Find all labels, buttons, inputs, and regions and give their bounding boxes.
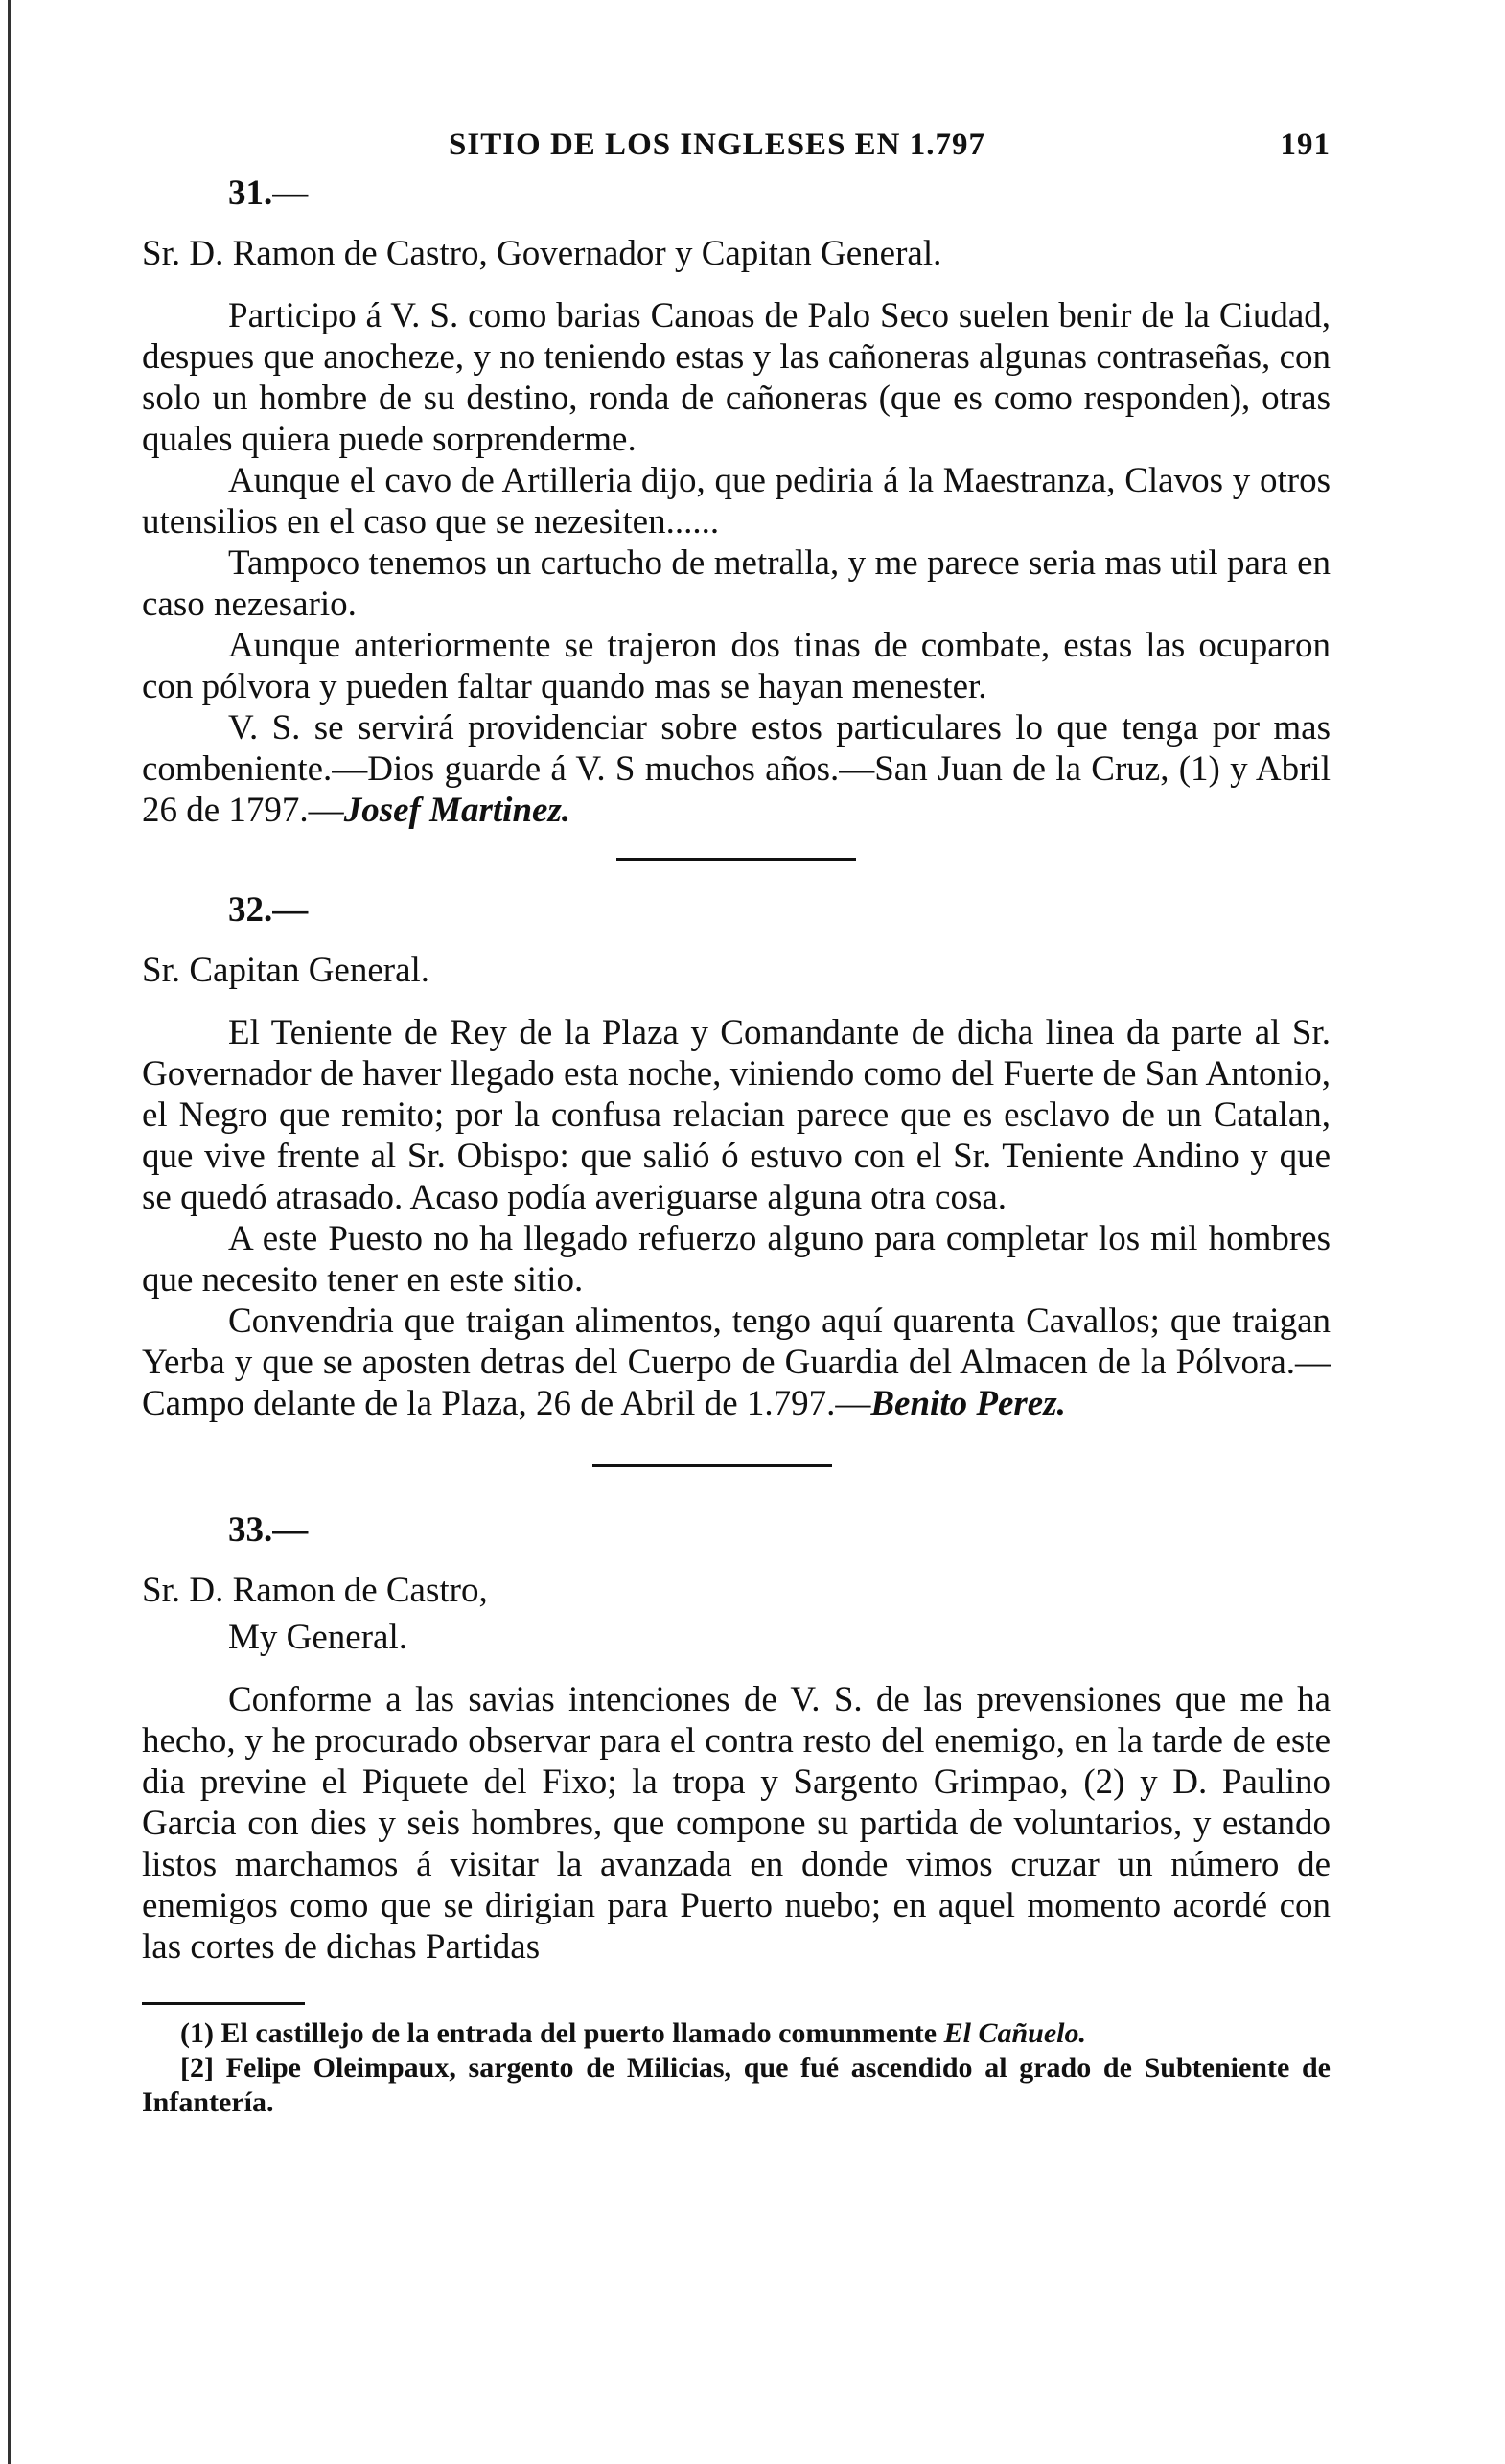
signature: Benito Perez. [870,1384,1066,1423]
footnote-italic: El Cañuelo. [943,2017,1086,2049]
running-head-title: SITIO DE LOS INGLESES EN 1.797 [449,127,986,162]
closing-text: Convendria que traigan alimentos, tengo aquí quarenta Cavallos; que traigan Yerba y que se aposten detras del Cuerpo de Guardia del Almacen de la Pólvora.—Campo delante de la Plaza, 26 de Abril de 1.797.— [142,1301,1331,1423]
section-divider [592,1464,832,1467]
letter-33 [142,1509,1331,1968]
paragraph: Conforme a las savias intenciones de V. S. de las prevensiones que me ha hecho, y he procurado observar para el contra resto del enemigo, en la tarde de este dia previne el Piquete del Fixo; la tropa y Sargento Grimpao, (2) y D. Paulino Garcia con dies y seis hombres, que compone su partida de voluntarios, y estando listos marchamos á visitar la avanzada en donde vimos cruzar un número de enemigos como que se dirigian para Puerto nuebo; en aquel momento acordé con las cortes de dichas Partidas [142,1680,1331,1967]
page-edge-line [8,0,11,2464]
paragraph: A este Puesto no ha llegado refuerzo alguno para completar los mil hombres que necesito tener en este sitio. [142,1219,1331,1300]
letter-address: Sr. Capitan General. [142,951,430,990]
footnotes [142,2016,1331,2120]
footnote-2: [2] Felipe Oleimpaux, sargento de Milicias, que fué ascendido al grado de Subteniente de Infantería. [142,2052,1331,2118]
document-page [142,125,1331,2120]
paragraph: El Teniente de Rey de la Plaza y Comandante de dicha linea da parte al Sr. Governador de haver llegado esta noche, viniendo como del Fuerte de San Antonio, el Negro que remito; por la confusa relacian parece que es esclavo de un Catalan, que vive frente al Sr. Obispo: que salió ó estuvo con el Sr. Teniente Andino y que se quedó atrasado. Acaso podía averiguarse alguna otra cosa. [142,1013,1331,1217]
paragraph: Aunque el cavo de Artilleria dijo, que pediria á la Maestranza, Clavos y otros utensilios en el caso que se nezesiten...... [142,461,1331,541]
page-number: 191 [1280,127,1331,162]
footnote-1 [142,2016,1331,2051]
closing-paragraph [142,1301,1331,1424]
letter-salutation: My General. [228,1618,407,1657]
closing-text: V. S. se servirá providenciar sobre estos particulares lo que tenga por mas combeniente.—Dios guarde á V. S muchos años.—San Juan de la Cruz, (1) y Abril 26 de 1797.— [142,708,1331,830]
footnote-text: (1) El castillejo de la entrada del puerto llamado comunmente [180,2017,944,2049]
letter-number: 32.— [228,890,309,930]
running-head [142,125,1331,173]
paragraph: Tampoco tenemos un cartucho de metralla, y me parece seria mas util para en caso nezesario. [142,543,1331,624]
footnote-rule [142,2002,305,2005]
closing-paragraph [142,707,1331,831]
letter-number: 33.— [228,1510,309,1550]
letter-32 [142,889,1331,1424]
letter-31 [142,173,1331,831]
letter-address: Sr. D. Ramon de Castro, Governador y Capitan General. [142,234,942,273]
letter-number: 31.— [228,173,309,213]
paragraph: Aunque anteriormente se trajeron dos tinas de combate, estas las ocuparon con pólvora y pueden faltar quando mas se hayan menester. [142,626,1331,706]
letter-address: Sr. D. Ramon de Castro, [142,1571,488,1610]
signature: Josef Martinez. [343,791,571,830]
paragraph: Participo á V. S. como barias Canoas de Palo Seco suelen benir de la Ciudad, despues que anocheze, y no teniendo estas y las cañoneras algunas contraseñas, con solo un hombre de su destino, ronda de cañoneras (que es como responden), otras quales quiera puede sorprenderme. [142,296,1331,459]
section-divider [616,858,856,861]
